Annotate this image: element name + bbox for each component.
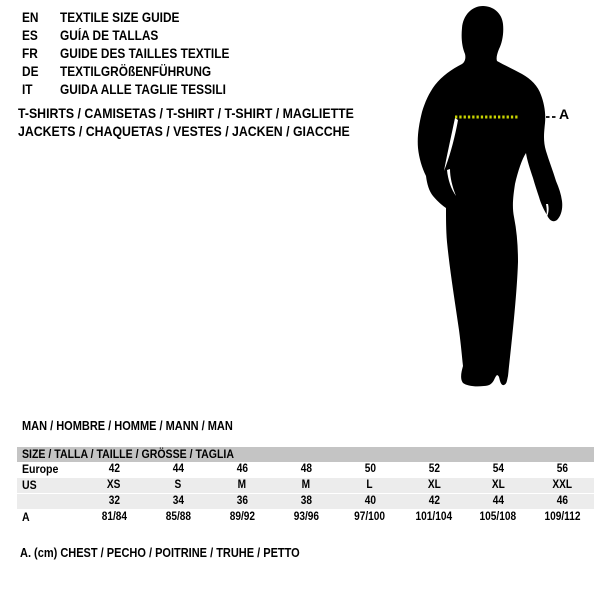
size-table-header: [17, 447, 594, 462]
row-label: A: [22, 510, 30, 524]
table-row-us-numeric: [17, 494, 594, 510]
cell: 81/84: [101, 511, 127, 523]
category-tshirts: T-SHIRTS / CAMISETAS / T-SHIRT / T-SHIRT / MAGLIETTE: [18, 105, 354, 121]
cell: 89/92: [229, 511, 255, 523]
cell: S: [174, 479, 182, 491]
cell: 105/108: [479, 511, 517, 523]
cell: XL: [427, 479, 441, 491]
cell: M: [301, 479, 311, 491]
language-code: FR: [22, 46, 38, 61]
cell: XXL: [552, 479, 572, 491]
table-row-europe: [17, 462, 594, 478]
cell: M: [237, 479, 247, 491]
category-lines: [18, 104, 400, 140]
cell: 48: [300, 463, 312, 475]
cell: 46: [236, 463, 248, 475]
cell: 42: [428, 495, 440, 507]
cell: 42: [108, 463, 120, 475]
man-silhouette-svg: [400, 0, 600, 400]
cell: 54: [492, 463, 504, 475]
language-label: GUIDA ALLE TAGLIE TESSILI: [60, 82, 226, 97]
cell: 46: [556, 495, 568, 507]
language-code: ES: [22, 28, 38, 43]
language-row-es: [22, 27, 253, 45]
cell: XL: [491, 479, 505, 491]
cell: 101/104: [415, 511, 453, 523]
language-label: TEXTILE SIZE GUIDE: [60, 10, 180, 25]
cell: 93/96: [293, 511, 319, 523]
cell: 56: [556, 463, 568, 475]
language-code: DE: [22, 64, 39, 79]
cell: 36: [236, 495, 248, 507]
cell: 38: [300, 495, 312, 507]
language-code: IT: [22, 82, 33, 97]
cell: 50: [364, 463, 376, 475]
language-row-fr: [22, 45, 253, 63]
cell: 34: [172, 495, 184, 507]
cell: XS: [107, 479, 121, 491]
table-row-a-measure: [17, 510, 594, 526]
language-code: EN: [22, 10, 39, 25]
cell: L: [366, 479, 374, 491]
language-label: GUIDE DES TAILLES TEXTILE: [60, 46, 230, 61]
footer-measure-note: A. (cm) CHEST / PECHO / POITRINE / TRUHE / PETTO: [20, 546, 300, 560]
size-table: [17, 447, 594, 526]
row-label: Europe: [22, 462, 59, 476]
cell: 44: [492, 495, 504, 507]
cell: 40: [364, 495, 376, 507]
cell: 44: [172, 463, 184, 475]
cell: 109/112: [543, 511, 581, 523]
cell: 97/100: [354, 511, 386, 523]
language-row-it: [22, 81, 253, 99]
language-list: [22, 9, 253, 99]
size-table-header-label: SIZE / TALLA / TAILLE / GRÖSSE / TAGLIA: [22, 447, 234, 461]
category-jackets: JACKETS / CHAQUETAS / VESTES / JACKEN / GIACCHE: [18, 123, 350, 139]
cell: 85/88: [165, 511, 191, 523]
language-row-en: [22, 9, 253, 27]
row-label: US: [22, 478, 37, 492]
language-label: TEXTILGRÖßENFÜHRUNG: [60, 64, 212, 79]
cell: 52: [428, 463, 440, 475]
language-row-de: [22, 63, 253, 81]
measure-a-label: A: [559, 106, 570, 122]
table-row-us: [17, 478, 594, 494]
cell: 32: [108, 495, 120, 507]
man-silhouette-figure: [400, 0, 600, 400]
language-label: GUÍA DE TALLAS: [60, 28, 159, 43]
man-silhouette-body: [418, 6, 563, 386]
section-title-man: MAN / HOMBRE / HOMME / MANN / MAN: [22, 419, 233, 433]
